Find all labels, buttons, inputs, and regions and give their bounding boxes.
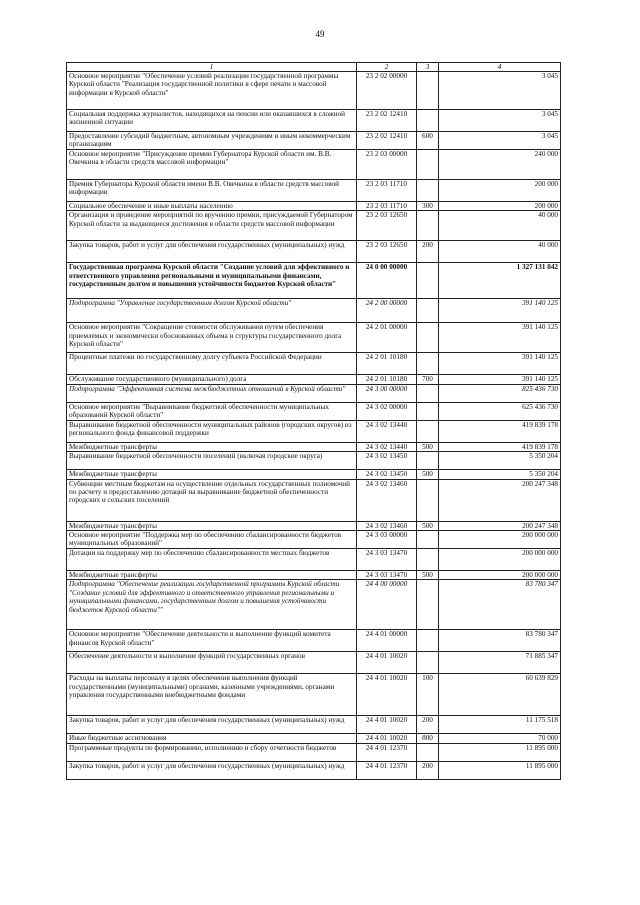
row-code-cell: 24 3 03 13470 xyxy=(357,549,417,571)
row-code-cell: 24 3 02 13460 xyxy=(357,521,417,530)
row-name-cell: Закупка товаров, работ и услуг для обеспечения государственных (муниципальных) нужд xyxy=(67,716,357,734)
row-code-cell: 23 2 02 00000 xyxy=(357,72,417,110)
row-name-cell: Субвенции местным бюджетам на осуществление отдельных государственных полномочий по расчету и предоставлению дотаций на выравнивание бюджетной обеспеченности городских и сельских поселений xyxy=(67,479,357,521)
table-row xyxy=(67,479,561,521)
row-code-cell: 24 2 01 10180 xyxy=(357,353,417,375)
table-header-row xyxy=(67,63,561,72)
row-name-cell: Закупка товаров, работ и услуг для обеспечения государственных (муниципальных) нужд xyxy=(67,241,357,263)
row-vr-cell xyxy=(417,652,439,674)
table-row xyxy=(67,761,561,779)
row-code-cell: 24 4 01 10020 xyxy=(357,734,417,743)
row-name-cell: Выравнивание бюджетной обеспеченности поселений (включая городские округа) xyxy=(67,452,357,470)
table-row xyxy=(67,375,561,384)
row-vr-cell xyxy=(417,299,439,323)
row-amount-cell: 200 000 000 xyxy=(439,571,561,580)
row-vr-cell xyxy=(417,353,439,375)
row-name-cell: Подпрограмма "Эффективная система межбюджетных отношений в Курской области" xyxy=(67,384,357,402)
table-row xyxy=(67,132,561,150)
row-vr-cell: 600 xyxy=(417,132,439,150)
table-row xyxy=(67,452,561,470)
row-code-cell: 24 0 00 00000 xyxy=(357,263,417,299)
row-vr-cell xyxy=(417,180,439,202)
row-code-cell: 24 4 01 00000 xyxy=(357,630,417,652)
row-amount-cell: 83 780 347 xyxy=(439,630,561,652)
row-name-cell: Межбюджетные трансферты xyxy=(67,442,357,451)
row-vr-cell xyxy=(417,150,439,180)
row-vr-cell: 500 xyxy=(417,571,439,580)
row-amount-cell: 419 839 178 xyxy=(439,420,561,442)
row-amount-cell: 40 000 xyxy=(439,211,561,241)
row-amount-cell: 3 045 xyxy=(439,110,561,132)
row-vr-cell: 800 xyxy=(417,734,439,743)
row-amount-cell: 1 327 131 042 xyxy=(439,263,561,299)
row-code-cell: 23 2 02 12410 xyxy=(357,110,417,132)
row-vr-cell: 300 xyxy=(417,202,439,211)
table-row xyxy=(67,531,561,549)
row-vr-cell xyxy=(417,531,439,549)
row-code-cell: 24 2 01 00000 xyxy=(357,323,417,353)
row-amount-cell: 391 140 125 xyxy=(439,299,561,323)
table-row xyxy=(67,442,561,451)
row-vr-cell: 200 xyxy=(417,761,439,779)
row-amount-cell: 391 140 125 xyxy=(439,375,561,384)
row-name-cell: Межбюджетные трансферты xyxy=(67,470,357,479)
row-code-cell: 24 4 01 10020 xyxy=(357,652,417,674)
row-vr-cell xyxy=(417,402,439,420)
row-vr-cell xyxy=(417,743,439,761)
row-amount-cell: 71 885 347 xyxy=(439,652,561,674)
row-code-cell: 24 3 02 13440 xyxy=(357,442,417,451)
table-row xyxy=(67,402,561,420)
row-vr-cell: 500 xyxy=(417,442,439,451)
row-name-cell: Процентные платежи по государственному долгу субъекта Российской Федерации xyxy=(67,353,357,375)
row-name-cell: Выравнивание бюджетной обеспеченности муниципальных районов (городских округов) из регионального фонда финансовой поддержки xyxy=(67,420,357,442)
row-code-cell: 24 4 00 00000 xyxy=(357,580,417,630)
row-code-cell: 24 2 01 10180 xyxy=(357,375,417,384)
budget-table xyxy=(66,62,561,780)
table-row xyxy=(67,743,561,761)
row-amount-cell: 200 000 000 xyxy=(439,549,561,571)
row-amount-cell: 625 436 730 xyxy=(439,402,561,420)
row-code-cell: 23 2 03 12650 xyxy=(357,241,417,263)
row-vr-cell xyxy=(417,263,439,299)
row-code-cell: 24 3 02 13450 xyxy=(357,470,417,479)
header-col-2: 2 xyxy=(357,63,417,72)
table-row xyxy=(67,734,561,743)
row-amount-cell: 825 436 730 xyxy=(439,384,561,402)
table-row xyxy=(67,674,561,716)
table-row xyxy=(67,110,561,132)
row-name-cell: Обеспечение деятельности и выполнение функций государственных органов xyxy=(67,652,357,674)
header-col-3: 3 xyxy=(417,63,439,72)
row-amount-cell: 5 350 204 xyxy=(439,470,561,479)
row-vr-cell xyxy=(417,72,439,110)
row-amount-cell: 200 247 348 xyxy=(439,479,561,521)
row-name-cell: Основное мероприятие "Сокращение стоимости обслуживания путем обеспечения приемлемых и экономически обоснованных объема и структуры государственного долга Курской области" xyxy=(67,323,357,353)
header-col-4: 4 xyxy=(439,63,561,72)
row-code-cell: 24 3 02 13460 xyxy=(357,479,417,521)
row-vr-cell xyxy=(417,580,439,630)
row-code-cell: 24 3 02 13450 xyxy=(357,452,417,470)
row-code-cell: 24 2 00 00000 xyxy=(357,299,417,323)
table-row xyxy=(67,384,561,402)
row-name-cell: Межбюджетные трансферты xyxy=(67,521,357,530)
row-code-cell: 23 2 03 00000 xyxy=(357,150,417,180)
row-vr-cell xyxy=(417,452,439,470)
row-name-cell: Закупка товаров, работ и услуг для обеспечения государственных (муниципальных) нужд xyxy=(67,761,357,779)
row-name-cell: Организация и проведение мероприятий по вручению премии, присуждаемой Губернатором Курской области за выдающиеся достижения в области средств массовой информации xyxy=(67,211,357,241)
table-row xyxy=(67,571,561,580)
row-code-cell: 24 3 00 00000 xyxy=(357,384,417,402)
row-code-cell: 24 3 02 00000 xyxy=(357,402,417,420)
row-code-cell: 23 2 03 11710 xyxy=(357,202,417,211)
row-vr-cell xyxy=(417,384,439,402)
row-vr-cell: 200 xyxy=(417,716,439,734)
row-name-cell: Государственная программа Курской области "Создание условий для эффективного и ответственного управления региональными и муниципальными финансами, государственным долгом и повышения устойчивости бюджетов Курской области" xyxy=(67,263,357,299)
row-vr-cell: 700 xyxy=(417,375,439,384)
row-vr-cell: 500 xyxy=(417,521,439,530)
row-vr-cell xyxy=(417,420,439,442)
row-name-cell: Основное мероприятие "Обеспечение деятельности и выполнение функций комитета финансов Курской области" xyxy=(67,630,357,652)
row-name-cell: Дотации на поддержку мер по обеспечению сбалансированности местных бюджетов xyxy=(67,549,357,571)
table-row xyxy=(67,180,561,202)
table-row xyxy=(67,263,561,299)
row-vr-cell xyxy=(417,211,439,241)
row-code-cell: 24 3 03 13470 xyxy=(357,571,417,580)
table-row xyxy=(67,202,561,211)
row-name-cell: Основное мероприятие "Выравнивание бюджетной обеспеченности муниципальных образований Курской области" xyxy=(67,402,357,420)
table-row xyxy=(67,580,561,630)
row-amount-cell: 240 000 xyxy=(439,150,561,180)
row-name-cell: Программные продукты по формированию, исполнению и сбору отчетности бюджетов xyxy=(67,743,357,761)
row-name-cell: Основное мероприятие "Присуждение премии Губернатора Курской области им. В.В. Овечкина в области средств массовой информации" xyxy=(67,150,357,180)
row-name-cell: Премия Губернатора Курской области имени В.В. Овечкина в области средств массовой информации xyxy=(67,180,357,202)
table-body xyxy=(67,72,561,780)
row-vr-cell xyxy=(417,110,439,132)
row-vr-cell xyxy=(417,323,439,353)
row-vr-cell: 500 xyxy=(417,470,439,479)
table-row xyxy=(67,420,561,442)
table-row xyxy=(67,353,561,375)
row-code-cell: 24 3 03 00000 xyxy=(357,531,417,549)
row-code-cell: 24 4 01 10020 xyxy=(357,674,417,716)
row-code-cell: 23 2 03 12650 xyxy=(357,211,417,241)
row-amount-cell: 419 839 178 xyxy=(439,442,561,451)
row-amount-cell: 11 895 000 xyxy=(439,743,561,761)
row-amount-cell: 200 000 xyxy=(439,202,561,211)
row-code-cell: 24 4 01 12370 xyxy=(357,761,417,779)
row-amount-cell: 83 780 347 xyxy=(439,580,561,630)
row-code-cell: 23 2 02 12410 xyxy=(357,132,417,150)
row-vr-cell xyxy=(417,549,439,571)
table-row xyxy=(67,211,561,241)
row-name-cell: Социальное обеспечение и иные выплаты населению xyxy=(67,202,357,211)
header-col-1: 1 xyxy=(67,63,357,72)
row-vr-cell: 200 xyxy=(417,241,439,263)
row-name-cell: Расходы на выплаты персоналу в целях обеспечения выполнения функций государственными (муниципальными) органами, казенными учреждениями, органами управления государственными внебюджетными фондами xyxy=(67,674,357,716)
row-name-cell: Социальная поддержка журналистов, находящихся на пенсии или оказавшихся в сложной жизненной ситуации xyxy=(67,110,357,132)
row-amount-cell: 11 175 518 xyxy=(439,716,561,734)
row-amount-cell: 11 895 000 xyxy=(439,761,561,779)
row-amount-cell: 200 000 000 xyxy=(439,531,561,549)
row-name-cell: Межбюджетные трансферты xyxy=(67,571,357,580)
row-code-cell: 23 2 03 11710 xyxy=(357,180,417,202)
row-name-cell: Иные бюджетные ассигнования xyxy=(67,734,357,743)
row-name-cell: Подпрограмма "Управление государственным долгом Курской области" xyxy=(67,299,357,323)
table-row xyxy=(67,630,561,652)
row-code-cell: 24 3 02 13440 xyxy=(357,420,417,442)
row-amount-cell: 5 350 204 xyxy=(439,452,561,470)
table-row xyxy=(67,299,561,323)
page-number: 49 xyxy=(315,29,325,39)
row-amount-cell: 391 140 125 xyxy=(439,353,561,375)
row-amount-cell: 200 000 xyxy=(439,180,561,202)
row-name-cell: Основное мероприятие "Обеспечение условий реализации государственной программы Курской области "Реализация государственной политики в сфере печати и массовой информации в Курской области" xyxy=(67,72,357,110)
row-amount-cell: 40 000 xyxy=(439,241,561,263)
row-vr-cell: 100 xyxy=(417,674,439,716)
row-amount-cell: 70 000 xyxy=(439,734,561,743)
table-row xyxy=(67,150,561,180)
row-code-cell: 24 4 01 12370 xyxy=(357,743,417,761)
table-row xyxy=(67,521,561,530)
row-name-cell: Основное мероприятие "Поддержка мер по обеспечению сбалансированности бюджетов муниципальных образований" xyxy=(67,531,357,549)
table-row xyxy=(67,652,561,674)
row-name-cell: Предоставление субсидий бюджетным, автономным учреждениям и иным некоммерческим организациям xyxy=(67,132,357,150)
row-amount-cell: 60 639 829 xyxy=(439,674,561,716)
row-vr-cell xyxy=(417,630,439,652)
table-row xyxy=(67,549,561,571)
table-row xyxy=(67,241,561,263)
row-amount-cell: 3 045 xyxy=(439,72,561,110)
row-amount-cell: 200 247 348 xyxy=(439,521,561,530)
table-row xyxy=(67,323,561,353)
row-amount-cell: 3 045 xyxy=(439,132,561,150)
row-code-cell: 24 4 01 10020 xyxy=(357,716,417,734)
row-name-cell: Обслуживание государственного (муниципального) долга xyxy=(67,375,357,384)
row-vr-cell xyxy=(417,479,439,521)
row-name-cell: Подпрограмма "Обеспечение реализации государственной программы Курской области "Создание условий для эффективного и ответственного управления региональными и муниципальными финансами, государственным долгом и повышения устойчивости бюджетов Курской области"" xyxy=(67,580,357,630)
table-row xyxy=(67,716,561,734)
table-row xyxy=(67,470,561,479)
table-row xyxy=(67,72,561,110)
row-amount-cell: 391 140 125 xyxy=(439,323,561,353)
